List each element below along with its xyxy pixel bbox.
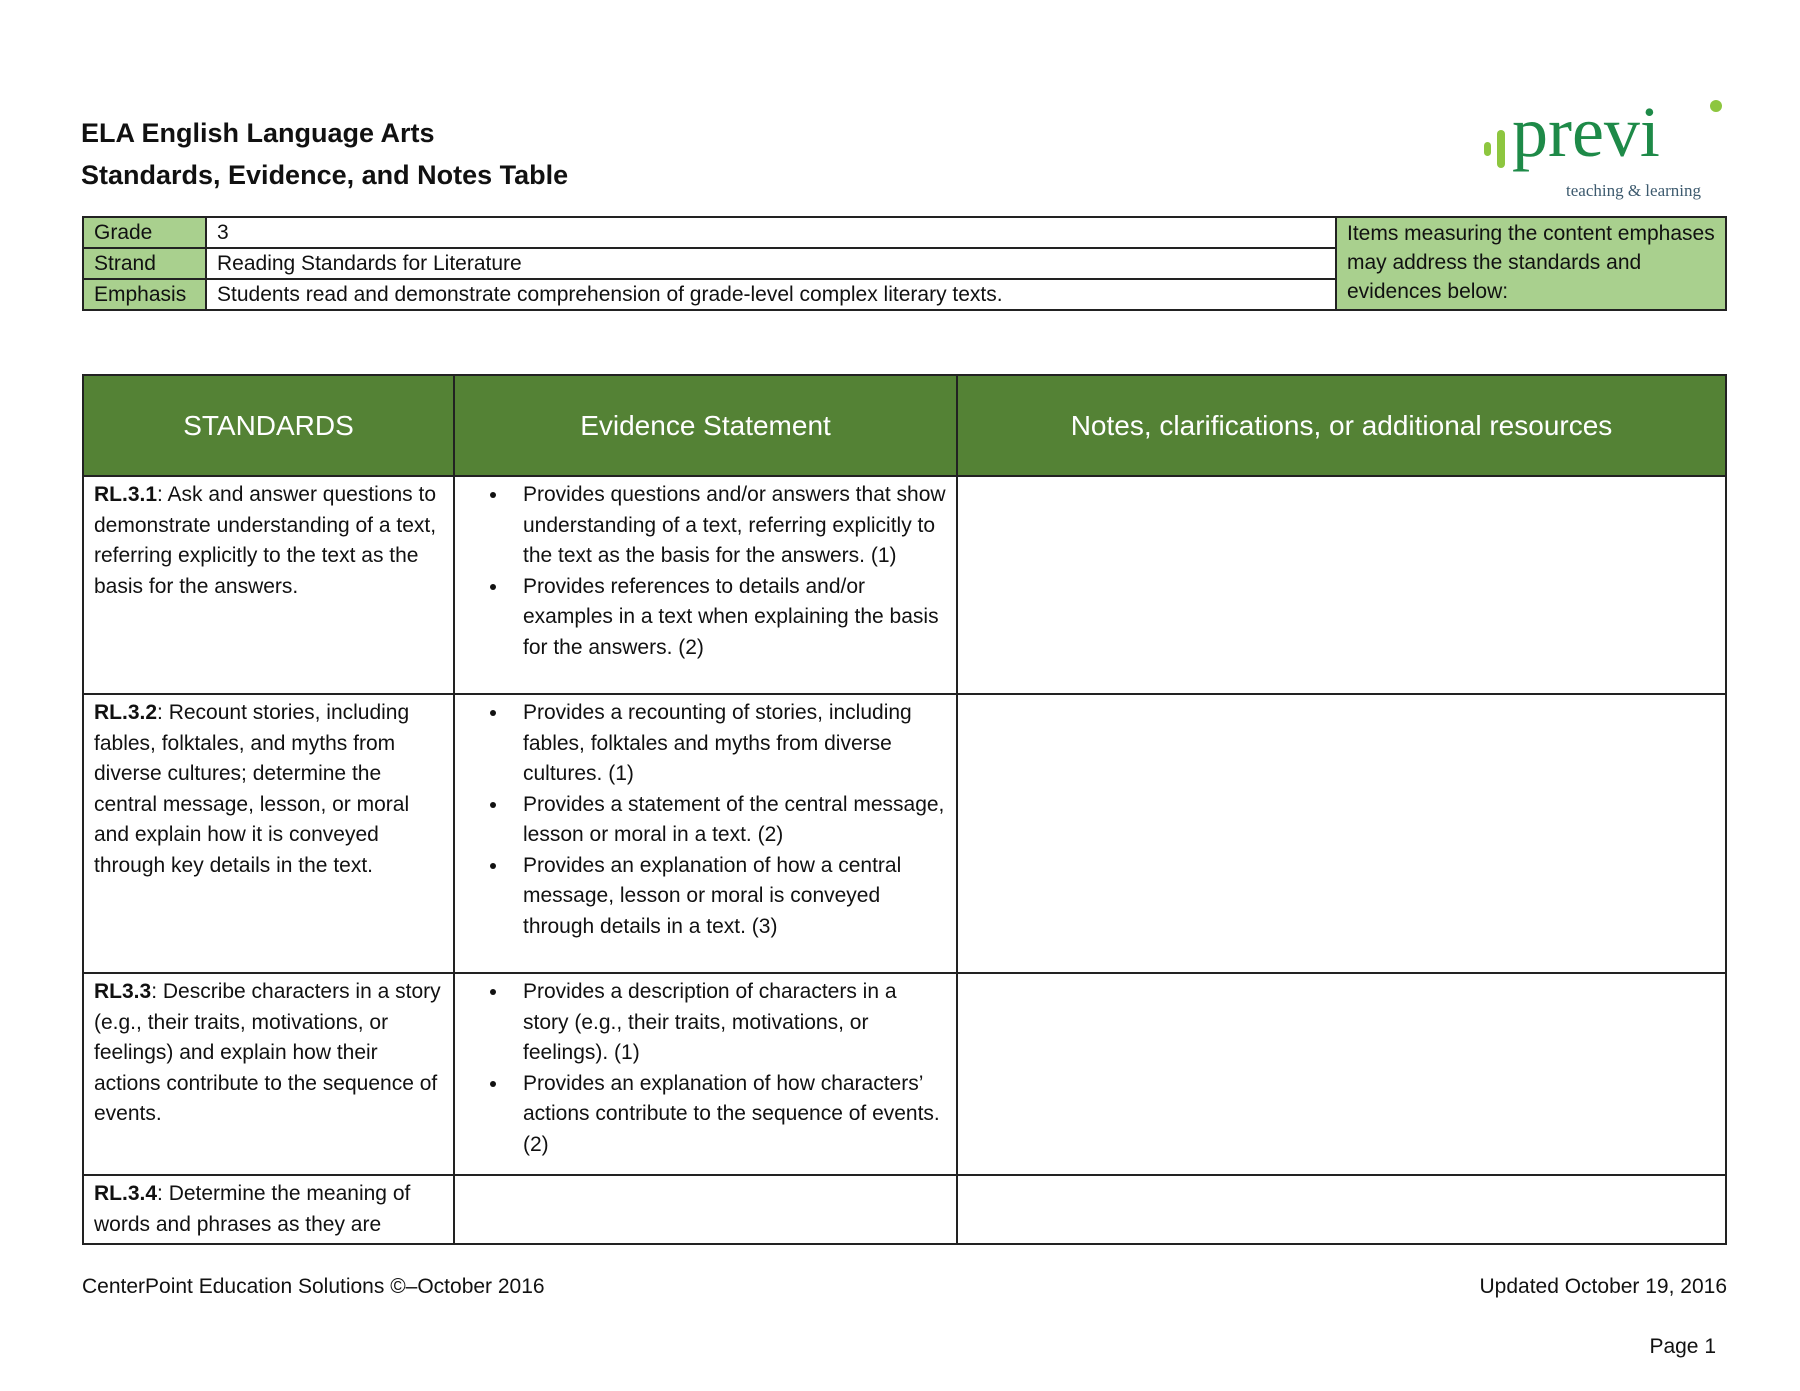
meta-row-grade xyxy=(83,217,1726,248)
svg-text:teaching & learning: teaching & learning xyxy=(1566,181,1702,200)
meta-label: Grade xyxy=(83,217,206,248)
standard-cell xyxy=(83,1175,454,1244)
meta-value: Reading Standards for Literature xyxy=(206,248,1336,279)
table-row xyxy=(83,694,1726,973)
previ-logo xyxy=(1480,96,1730,202)
page-number: Page 1 xyxy=(1649,1335,1716,1358)
evidence-cell xyxy=(454,973,957,1175)
notes-cell[interactable] xyxy=(957,1175,1726,1244)
evidence-item: • Provides questions and/or answers that show understanding of a text, referring explicitly to the text as the basis for the answers. (1) xyxy=(509,480,946,572)
doc-subtitle: Standards, Evidence, and Notes Table xyxy=(81,160,569,190)
standard-text: : Recount stories, including fables, folktales, and myths from diverse cultures; determine the central message, lesson, or moral and explain how it is conveyed through key details in the text. xyxy=(94,701,410,877)
evidence-item: • Provides a description of characters in a story (e.g., their traits, motivations, or feelings). (1) xyxy=(509,977,946,1069)
evidence-item: • Provides a statement of the central message, lesson or moral in a text. (2) xyxy=(509,790,946,851)
standard-code: RL.3.4 xyxy=(94,1182,158,1205)
evidence-item: • Provides a recounting of stories, including fables, folktales and myths from diverse cultures. (1) xyxy=(509,698,946,790)
svg-text:previ: previ xyxy=(1512,96,1660,172)
meta-label: Emphasis xyxy=(83,279,206,310)
meta-table xyxy=(82,216,1727,311)
standard-cell xyxy=(83,476,454,694)
standard-code: RL.3.2 xyxy=(94,701,158,724)
doc-title: ELA English Language Arts xyxy=(81,118,435,148)
evidence-cell xyxy=(454,476,957,694)
notes-cell[interactable] xyxy=(957,973,1726,1175)
evidence-item: • Provides an explanation of how characters’ actions contribute to the sequence of events. (2) xyxy=(509,1069,946,1161)
evidence-item: • Provides an explanation of how a central message, lesson or moral is conveyed through details in a text. (3) xyxy=(509,851,946,943)
standards-table xyxy=(82,374,1727,1245)
evidence-cell xyxy=(454,1175,957,1244)
header-notes: Notes, clarifications, or additional resources xyxy=(957,375,1726,476)
footer xyxy=(82,1275,1727,1299)
standard-text: : Determine the meaning of words and phrases as they are xyxy=(94,1182,411,1236)
standard-code: RL.3.1 xyxy=(94,483,158,506)
table-row xyxy=(83,1175,1726,1244)
standard-code: RL3.3 xyxy=(94,980,152,1003)
header-evidence: Evidence Statement xyxy=(454,375,957,476)
table-row xyxy=(83,476,1726,694)
table-row xyxy=(83,973,1726,1175)
meta-note: Items measuring the content emphases may address the standards and evidences below: xyxy=(1336,217,1726,310)
content-flow xyxy=(82,374,1727,1359)
meta-label: Strand xyxy=(83,248,206,279)
notes-cell[interactable] xyxy=(957,694,1726,973)
meta-value: 3 xyxy=(206,217,1336,248)
footer-updated: Updated October 19, 2016 xyxy=(1479,1275,1727,1298)
standard-text: : Ask and answer questions to demonstrate understanding of a text, referring explicitly to the text as the basis for the answers. xyxy=(94,483,437,598)
standard-cell xyxy=(83,694,454,973)
meta-value: Students read and demonstrate comprehension of grade-level complex literary texts. xyxy=(206,279,1336,310)
evidence-list xyxy=(465,977,946,1160)
evidence-cell xyxy=(454,694,957,973)
evidence-list xyxy=(465,698,946,942)
evidence-list xyxy=(465,480,946,663)
standard-cell xyxy=(83,973,454,1175)
header-standards: STANDARDS xyxy=(83,375,454,476)
evidence-item: • Provides references to details and/or examples in a text when explaining the basis for the answers. (2) xyxy=(509,572,946,664)
notes-cell[interactable] xyxy=(957,476,1726,694)
footer-copyright: CenterPoint Education Solutions ©–October 2016 xyxy=(82,1275,545,1298)
standard-text: : Describe characters in a story (e.g., their traits, motivations, or feelings) and explain how their actions contribute to the sequence of events. xyxy=(94,980,441,1125)
